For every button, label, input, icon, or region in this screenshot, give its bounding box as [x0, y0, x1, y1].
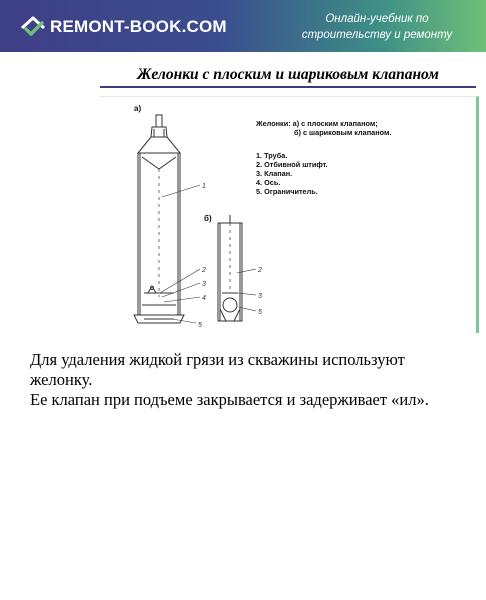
site-logo[interactable] [20, 15, 227, 39]
site-header [0, 0, 486, 52]
body-line-1: Для удаления жидкой грязи из скважины используют желонку. [30, 350, 405, 389]
logo-house-icon [20, 16, 46, 38]
callout-a-1: 1 [202, 183, 206, 190]
legend-caption-line1: Желонки: а) с плоским клапаном; [256, 119, 378, 128]
legend-item: 4. Ось. [256, 178, 281, 187]
figure-label-b: б) [204, 214, 212, 223]
legend-caption-line2: б) с шариковым клапаном. [294, 128, 392, 137]
legend-item: 2. Отбивной штифт. [256, 160, 328, 169]
body-paragraph [30, 350, 470, 410]
logo-text: REMONT-BOOK.COM [50, 17, 227, 36]
callout-a-4: 4 [202, 295, 206, 302]
figure-legend [256, 119, 391, 196]
callout-b-3: 3 [258, 293, 262, 300]
bailer-diagram [100, 96, 479, 333]
callout-a-2: 2 [202, 267, 206, 274]
figure-label-a: а) [134, 104, 142, 113]
section-heading [100, 66, 476, 88]
bailer-a [134, 115, 200, 323]
legend-item: 5. Ограничитель. [256, 187, 318, 196]
legend-item: 1. Труба. [256, 151, 288, 160]
page-title: Желонки с плоским и шариковым клапаном [137, 66, 439, 83]
title-underline [100, 86, 476, 88]
body-line-2: Ее клапан при подъеме закрывается и задерживает «ил». [30, 390, 429, 409]
legend-item: 3. Клапан. [256, 169, 293, 178]
callout-b-2: 2 [258, 267, 262, 274]
callout-a-3: 3 [202, 281, 206, 288]
site-tagline: Онлайн-учебник по строительству и ремонту [301, 13, 453, 41]
callout-a-5: 5 [198, 322, 202, 329]
legend-items [256, 151, 391, 196]
callout-b-5: 5 [258, 309, 262, 316]
bailer-b [218, 215, 256, 321]
